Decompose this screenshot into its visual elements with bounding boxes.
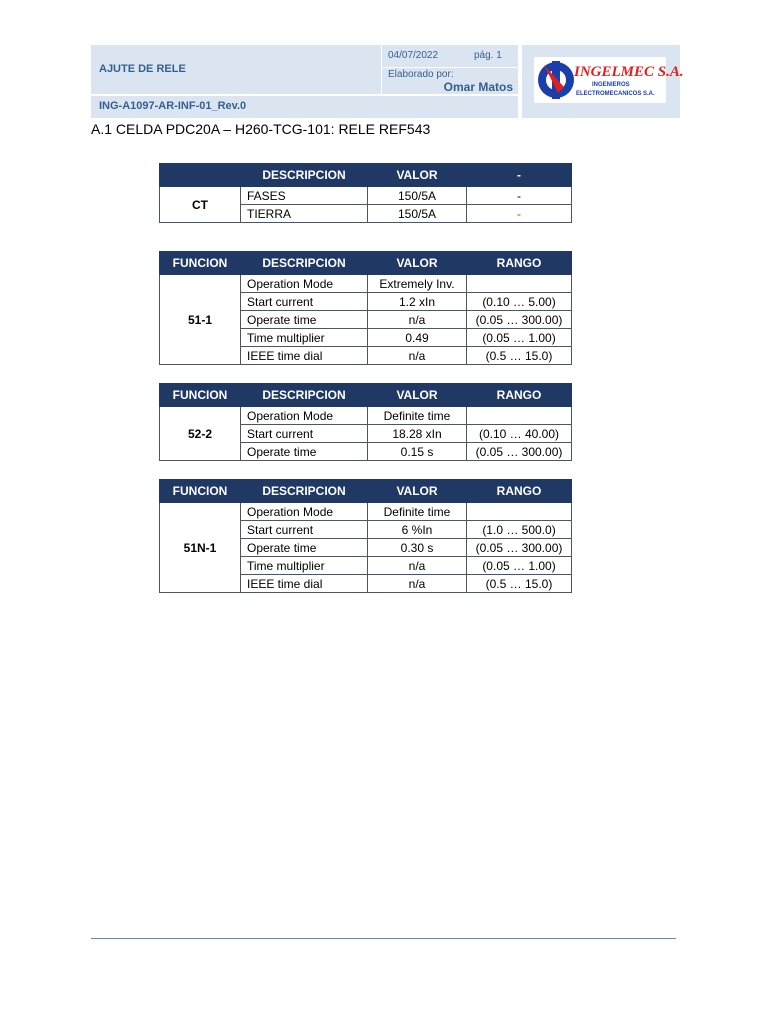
doc-id: ING-A1097-AR-INF-01_Rev.0 [99,100,247,112]
valor-cell: n/a [368,575,467,593]
desc-cell: Start current [241,293,368,311]
valor-cell: Definite time [368,407,467,425]
desc-cell: TIERRA [241,205,368,223]
header-rango: RANGO [467,384,572,407]
header-funcion: FUNCION [160,252,241,275]
valor-cell: 1.2 xIn [368,293,467,311]
valor-cell: 0.49 [368,329,467,347]
desc-cell: Start current [241,521,368,539]
valor-cell: n/a [368,557,467,575]
page-number: pág. 1 [474,50,502,61]
rango-cell [467,407,572,425]
extra-cell: - [467,205,572,223]
header-valor: VALOR [368,252,467,275]
valor-cell: 6 %In [368,521,467,539]
rango-cell [467,275,572,293]
company-logo [534,57,684,103]
valor-cell: 150/5A [368,187,467,205]
rango-cell: (0.10 … 5.00) [467,293,572,311]
desc-cell: FASES [241,187,368,205]
valor-cell: 0.30 s [368,539,467,557]
header-rango: RANGO [467,480,572,503]
function-table-51n-1 [159,479,572,593]
desc-cell: Operate time [241,311,368,329]
rango-cell: (0.05 … 1.00) [467,329,572,347]
desc-cell: Time multiplier [241,557,368,575]
doc-date: 04/07/2022 [388,50,439,61]
header-rango: RANGO [467,252,572,275]
function-table-51-1 [159,251,572,365]
logo-sub2: ELECTROMECANICOS S.A. [576,91,655,97]
desc-cell: Start current [241,425,368,443]
ct-table [159,163,572,223]
ct-group: CT [160,187,241,223]
rango-cell: (1.0 … 500.0) [467,521,572,539]
table-row [160,187,572,205]
table-row [160,407,572,425]
elaborado-label: Elaborado por: [388,69,454,80]
desc-cell: Operation Mode [241,275,368,293]
desc-cell: Operation Mode [241,503,368,521]
rango-cell: (0.05 … 300.00) [467,443,572,461]
table-row [160,503,572,521]
header-valor: VALOR [368,384,467,407]
header-funcion: FUNCION [160,384,241,407]
rango-cell: (0.05 … 1.00) [467,557,572,575]
desc-cell: Operation Mode [241,407,368,425]
ct-header-blank [160,164,241,187]
rango-cell: (0.10 … 40.00) [467,425,572,443]
desc-cell: Operate time [241,539,368,557]
table-row [160,275,572,293]
header-descripcion: DESCRIPCION [241,384,368,407]
desc-cell: Operate time [241,443,368,461]
rango-cell [467,503,572,521]
funcion-cell: 51N-1 [160,503,241,593]
section-title: A.1 CELDA PDC20A – H260-TCG-101: RELE REF543 [91,121,431,137]
ct-header-descripcion: DESCRIPCION [241,164,368,187]
rango-cell: (0.05 … 300.00) [467,539,572,557]
rango-cell: (0.05 … 300.00) [467,311,572,329]
author-name: Omar Matos [443,80,513,94]
desc-cell: IEEE time dial [241,575,368,593]
header-descripcion: DESCRIPCION [241,480,368,503]
header-funcion: FUNCION [160,480,241,503]
valor-cell: 0.15 s [368,443,467,461]
header-valor: VALOR [368,480,467,503]
logo-text: INGELMEC S.A. [574,64,684,80]
header-descripcion: DESCRIPCION [241,252,368,275]
ct-header-extra: - [467,164,572,187]
logo-sub1: INGENIEROS [592,82,630,88]
valor-cell: 150/5A [368,205,467,223]
valor-cell: Extremely Inv. [368,275,467,293]
function-table-52-2 [159,383,572,461]
extra-cell: - [467,187,572,205]
desc-cell: Time multiplier [241,329,368,347]
valor-cell: n/a [368,347,467,365]
valor-cell: 18.28 xIn [368,425,467,443]
rango-cell: (0.5 … 15.0) [467,347,572,365]
document-header [91,45,684,118]
funcion-cell: 52-2 [160,407,241,461]
rango-cell: (0.5 … 15.0) [467,575,572,593]
valor-cell: n/a [368,311,467,329]
valor-cell: Definite time [368,503,467,521]
footer-divider [91,938,676,939]
doc-title: AJUTE DE RELE [99,63,186,75]
ct-header-valor: VALOR [368,164,467,187]
desc-cell: IEEE time dial [241,347,368,365]
funcion-cell: 51-1 [160,275,241,365]
